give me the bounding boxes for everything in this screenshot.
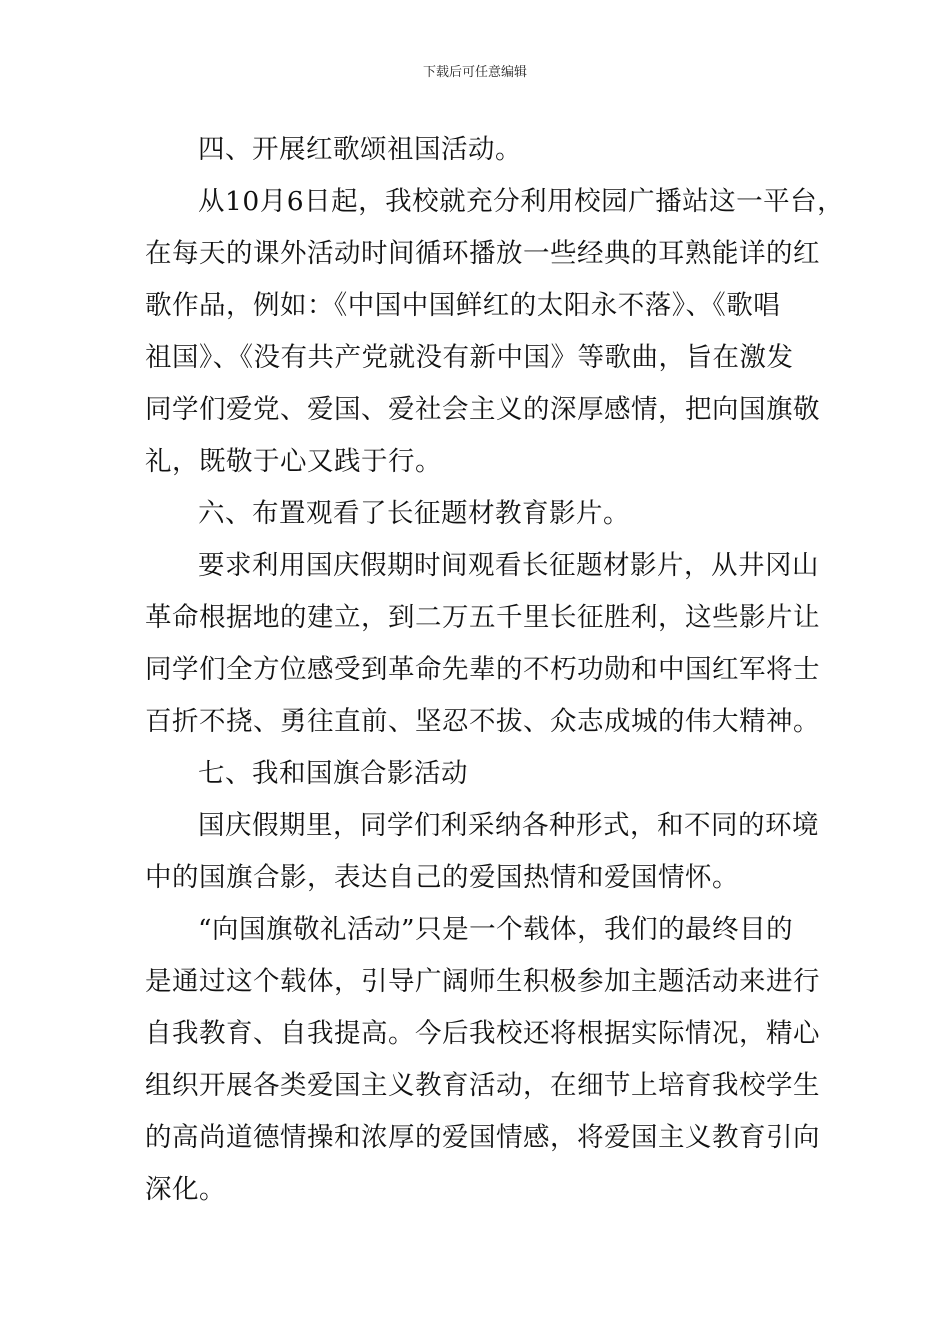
paragraph-line: 百折不挠、勇往直前、坚忍不拔、众志成城的伟大精神。 xyxy=(145,706,820,737)
paragraph-line: 中的国旗合影，表达自己的爱国热情和爱国情怀。 xyxy=(145,862,739,893)
page-header: 下载后可任意编辑 xyxy=(422,65,527,80)
paragraph-line: 组织开展各类爱国主义教育活动，在细节上培育我校学生 xyxy=(145,1070,820,1101)
paragraph-conclusion xyxy=(145,904,835,1216)
document-body xyxy=(145,124,845,1216)
paragraph-line: 自我教育、自我提高。今后我校还将根据实际情况，精心 xyxy=(145,1018,820,1049)
paragraph-line: 四、开展红歌颂祖国活动。 xyxy=(198,134,522,165)
paragraph-line: 同学们爱党、爱国、爱社会主义的深厚感情，把向国旗敬 xyxy=(145,394,820,425)
paragraph-line: “向国旗敬礼活动”只是一个载体，我们的最终目的 xyxy=(198,914,794,945)
paragraph-line: 歌作品，例如：《中国中国鲜红的太阳永不落》、《歌唱 xyxy=(145,290,781,321)
section-heading-6 xyxy=(145,488,835,540)
paragraph-line: 祖国》、《没有共产党就没有新中国》等歌曲，旨在激发 xyxy=(145,342,794,373)
section-heading-4 xyxy=(145,124,835,176)
paragraph-line: 七、我和国旗合影活动 xyxy=(198,758,468,789)
paragraph-red-songs xyxy=(145,176,845,488)
section-heading-7 xyxy=(145,748,835,800)
paragraph-line: 从10月6日起，我校就充分利用校园广播站这一平台， xyxy=(198,186,845,217)
paragraph-flag-photo xyxy=(145,800,835,904)
paragraph-line: 要求利用国庆假期时间观看长征题材影片，从井冈山 xyxy=(198,550,819,581)
paragraph-line: 在每天的课外活动时间循环播放一些经典的耳熟能详的红 xyxy=(145,238,820,269)
paragraph-line: 深化。 xyxy=(145,1174,226,1205)
paragraph-line: 同学们全方位感受到革命先辈的不朽功勋和中国红军将士 xyxy=(145,654,820,685)
paragraph-line: 礼，既敬于心又践于行。 xyxy=(145,446,442,477)
paragraph-line: 是通过这个载体，引导广阔师生积极参加主题活动来进行 xyxy=(145,966,820,997)
paragraph-line: 六、布置观看了长征题材教育影片。 xyxy=(198,498,630,529)
paragraph-line: 的高尚道德情操和浓厚的爱国情感，将爱国主义教育引向 xyxy=(145,1122,820,1153)
paragraph-line: 国庆假期里，同学们利采纳各种形式，和不同的环境 xyxy=(198,810,819,841)
paragraph-line: 革命根据地的建立，到二万五千里长征胜利，这些影片让 xyxy=(145,602,820,633)
paragraph-long-march-films xyxy=(145,540,835,748)
